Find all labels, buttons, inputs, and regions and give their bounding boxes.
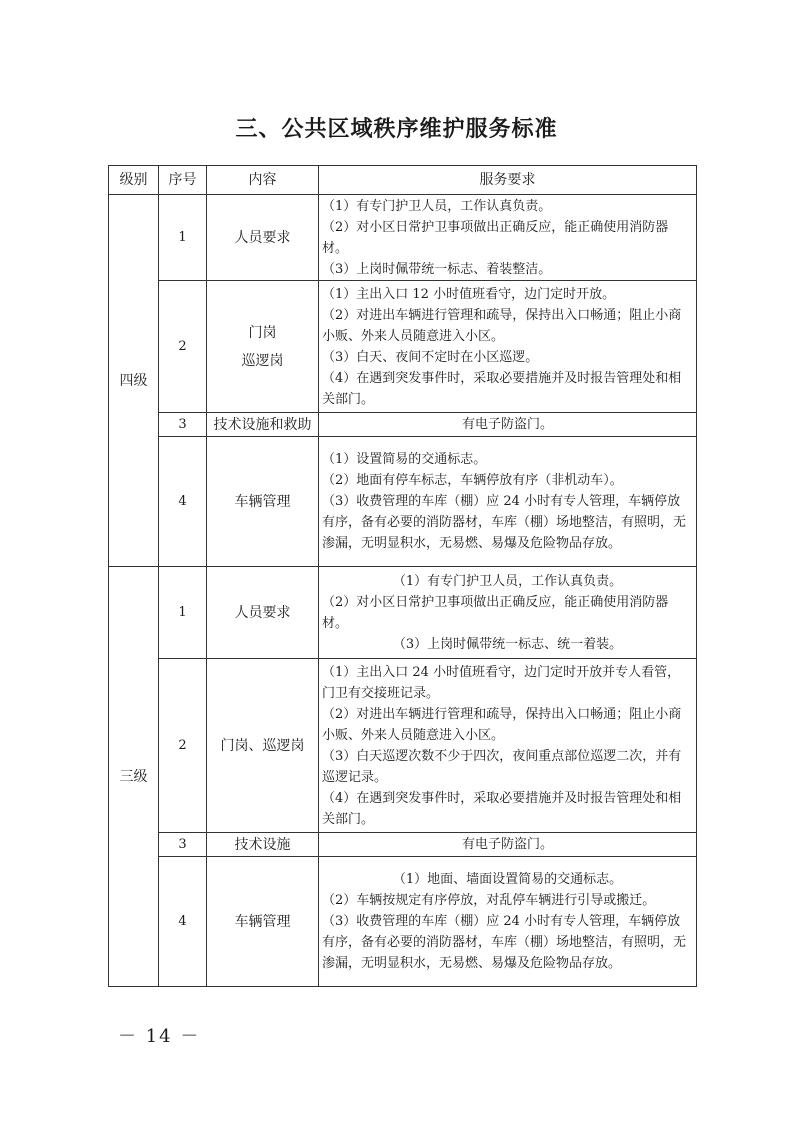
row-content: 技术设施和救助 [207,413,319,437]
header-requirements: 服务要求 [319,166,697,195]
row-number: 3 [159,833,207,857]
requirement-line: （4）在遇到突发事件时，采取必要措施并及时报告管理处和相关部门。 [322,790,682,827]
requirement-line: （3）上岗时佩带统一标志、着装整洁。 [322,261,552,277]
table-row [109,857,697,987]
page-number: － 14 － [118,1026,201,1047]
content-line: 巡逻岗 [241,352,284,369]
header-content: 内容 [207,166,319,195]
requirement-line: 有电子防盗门。 [461,417,553,432]
row-number: 4 [159,857,207,987]
requirement-line: （1）主出入口 24 小时值班看守，边门定时开放并专人看管，门卫有交接班记录。 [322,664,681,701]
row-content [207,281,319,413]
table-row [109,195,697,281]
row-content: 技术设施 [207,833,319,857]
row-requirements [319,659,697,833]
requirement-line: （3）白天、夜间不定时在小区巡逻。 [322,349,539,365]
table-row [109,659,697,833]
row-requirements [319,437,697,567]
table-row [109,437,697,567]
level-cell: 三级 [109,567,159,987]
row-requirements [319,195,697,281]
requirement-line: （1）有专门护卫人员，工作认真负责。 [392,573,623,589]
requirement-line: （2）车辆按规定有序停放，对乱停车辆进行引导或搬迁。 [322,893,656,908]
row-content: 车辆管理 [207,437,319,567]
table-row [109,413,697,437]
requirement-line: （1）主出入口 12 小时值班看守，边门定时开放。 [322,286,616,302]
row-content: 门岗、巡逻岗 [207,659,319,833]
row-requirements [319,413,697,437]
row-number: 1 [159,195,207,281]
requirement-line: （3）收费管理的车库（棚）应 24 小时有专人管理，车辆停放有序，备有必要的消防器材，车库（棚）场地整洁，有照明，无渗漏，无明显积水，无易燃、易爆及危险物品存放。 [322,494,687,551]
row-content: 车辆管理 [207,857,319,987]
requirement-line: （2）地面有停车标志，车辆停放有序（非机动车）。 [322,473,623,488]
requirement-line: （2）对小区日常护卫事项做出正确反应，能正确使用消防器材。 [322,219,669,256]
requirement-line: （2）对小区日常护卫事项做出正确反应，能正确使用消防器材。 [322,594,669,631]
requirement-line: 有电子防盗门。 [461,837,553,852]
row-number: 4 [159,437,207,567]
requirement-line: （2）对进出车辆进行管理和疏导，保持出入口畅通；阻止小商小贩、外来人员随意进入小区。 [322,706,682,743]
table-row [109,833,697,857]
header-level: 级别 [109,166,159,195]
table-row [109,567,697,659]
row-number: 1 [159,567,207,659]
requirement-line: （1）设置简易的交通标志。 [322,452,487,467]
level-cell: 四级 [109,195,159,567]
row-requirements [319,281,697,413]
row-number: 3 [159,413,207,437]
row-requirements [319,567,697,659]
row-requirements [319,857,697,987]
table-header-row [109,166,697,195]
content-line: 门岗 [248,324,277,341]
row-requirements [319,833,697,857]
row-content: 人员要求 [207,195,319,281]
table-row [109,281,697,413]
requirement-line: （3）上岗时佩带统一标志、统一着装。 [392,636,623,652]
row-number: 2 [159,659,207,833]
requirement-line: （3）收费管理的车库（棚）应 24 小时有专人管理，车辆停放有序，备有必要的消防器材，车库（棚）场地整洁，有照明，无渗漏，无明显积水，无易燃、易爆及危险物品存放。 [322,914,687,971]
row-number: 2 [159,281,207,413]
requirement-line: （1）地面、墙面设置简易的交通标志。 [392,872,623,887]
requirement-line: （1）有专门护卫人员，工作认真负责。 [322,198,552,214]
requirement-line: （3）白天巡逻次数不少于四次，夜间重点部位巡逻二次，并有巡逻记录。 [322,748,682,785]
header-no: 序号 [159,166,207,195]
requirement-line: （2）对进出车辆进行管理和疏导，保持出入口畅通；阻止小商小贩、外来人员随意进入小区。 [322,307,682,344]
requirement-line: （4）在遇到突发事件时，采取必要措施并及时报告管理处和相关部门。 [322,370,682,407]
row-content: 人员要求 [207,567,319,659]
service-standard-table [108,165,697,987]
page-title: 三、公共区域秩序维护服务标准 [235,117,558,142]
